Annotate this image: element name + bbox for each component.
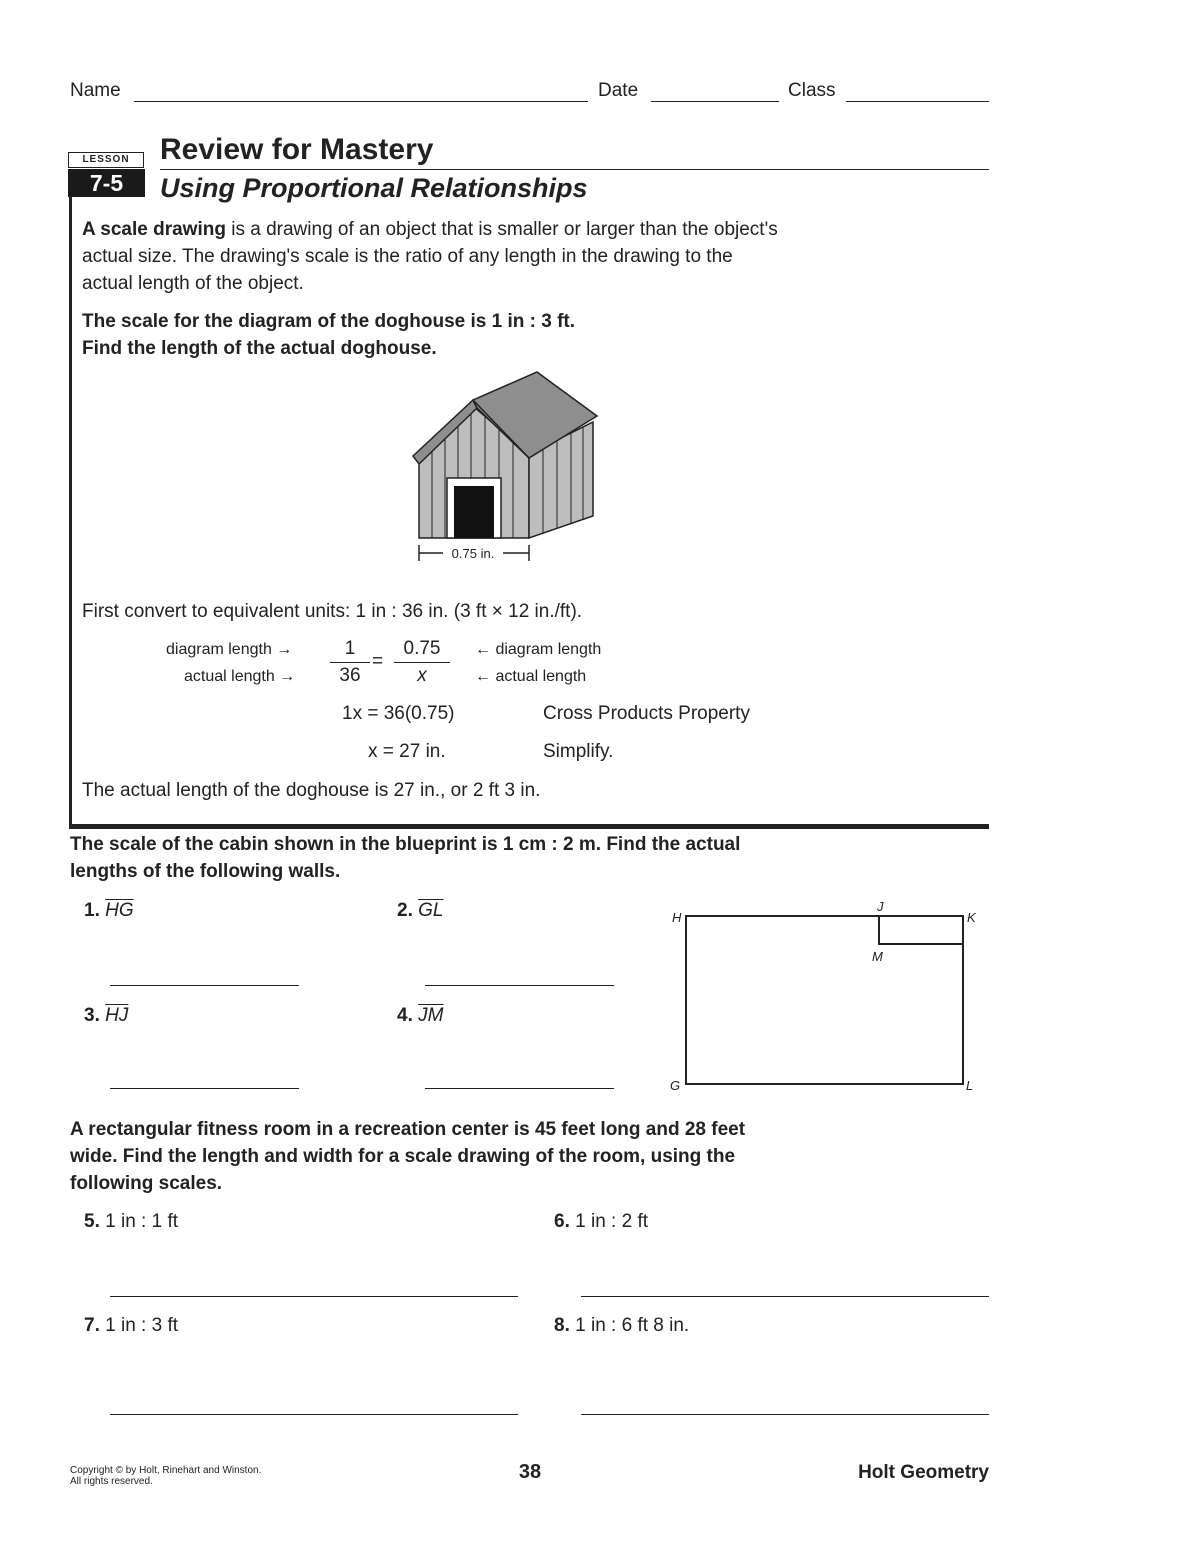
question-4-number: 4. <box>397 1005 413 1026</box>
vertex-h-label: H <box>672 910 682 925</box>
answer-line-5[interactable] <box>110 1296 518 1297</box>
vertex-j-label: J <box>877 899 884 914</box>
answer-line-1[interactable] <box>110 985 299 986</box>
answer-line-4[interactable] <box>425 1088 614 1089</box>
convert-line: First convert to equivalent units: 1 in : 36 in. (3 ft × 12 in./ft). <box>82 601 583 622</box>
question-2-number: 2. <box>397 900 413 921</box>
example-box-bottom-border <box>69 824 989 829</box>
copyright-line-2: All rights reserved. <box>70 1476 153 1487</box>
intro-line-2: actual size. The drawing's scale is the ratio of any length in the drawing to the <box>82 246 733 267</box>
vertex-k-label: K <box>967 910 976 925</box>
question-7-scale: 1 in : 3 ft <box>105 1315 179 1336</box>
vertex-m-label: M <box>872 949 883 964</box>
name-label: Name <box>70 80 121 101</box>
question-5 <box>84 1211 178 1233</box>
page-title: Review for Mastery <box>160 133 434 166</box>
part2-instructions-line-1: A rectangular fitness room in a recreation center is 45 feet long and 28 feet <box>70 1119 746 1140</box>
doghouse-diagram <box>405 368 605 568</box>
title-rule <box>160 169 989 170</box>
part2-instructions-line-2: wide. Find the length and width for a scale drawing of the room, using the <box>70 1146 736 1167</box>
vertex-l-label: L <box>966 1078 974 1093</box>
answer-line-6[interactable] <box>581 1296 989 1297</box>
step-2-equation: x = 27 in. <box>368 741 446 762</box>
lesson-badge <box>68 152 144 196</box>
name-field[interactable] <box>134 101 588 102</box>
question-7 <box>84 1315 178 1337</box>
question-5-number: 5. <box>84 1211 100 1232</box>
step-2-reason: Simplify. <box>543 741 614 762</box>
question-8-scale: 1 in : 6 ft 8 in. <box>575 1315 690 1336</box>
question-6-scale: 1 in : 2 ft <box>575 1211 649 1232</box>
intro-term: A scale drawing <box>82 219 226 240</box>
right-label-bottom: ← actual length <box>475 668 587 685</box>
cabin-blueprint <box>668 898 980 1098</box>
intro-line-3: actual length of the object. <box>82 273 304 294</box>
question-3-number: 3. <box>84 1005 100 1026</box>
fraction-2-bar <box>394 662 450 663</box>
fraction-1-bar <box>330 662 370 663</box>
question-6-number: 6. <box>554 1211 570 1232</box>
step-1-reason: Cross Products Property <box>543 703 750 724</box>
answer-line-3[interactable] <box>110 1088 299 1089</box>
fraction-2-numerator: 0.75 <box>403 638 441 659</box>
question-2 <box>397 900 444 922</box>
left-label-top: diagram length → <box>166 641 293 658</box>
question-8-number: 8. <box>554 1315 570 1336</box>
question-5-scale: 1 in : 1 ft <box>105 1211 179 1232</box>
copyright-line-1: Copyright © by Holt, Rinehart and Winston. <box>70 1465 262 1476</box>
question-1-number: 1. <box>84 900 100 921</box>
date-field[interactable] <box>651 101 779 102</box>
example-prompt-1: The scale for the diagram of the doghouse is 1 in : 3 ft. <box>82 311 576 332</box>
intro-line-1-rest: is a drawing of an object that is smaller or larger than the object's <box>225 219 778 240</box>
book-title: Holt Geometry <box>858 1462 989 1483</box>
dimension-label: 0.75 in. <box>451 546 495 561</box>
conclusion: The actual length of the doghouse is 27 in., or 2 ft 3 in. <box>82 780 541 801</box>
answer-line-8[interactable] <box>581 1414 989 1415</box>
page-number: 38 <box>518 1461 542 1483</box>
question-4-segment: $\overline{JM}$ <box>418 1005 444 1026</box>
question-7-number: 7. <box>84 1315 100 1336</box>
lesson-word: LESSON <box>68 152 144 168</box>
part1-instructions-line-2: lengths of the following walls. <box>70 861 341 882</box>
question-4 <box>397 1005 443 1027</box>
class-label: Class <box>788 80 836 101</box>
date-label: Date <box>598 80 639 101</box>
vertex-g-label: G <box>670 1078 681 1093</box>
fraction-1-numerator: 1 <box>344 638 356 659</box>
fraction-1-denominator: 36 <box>339 665 361 686</box>
class-field[interactable] <box>846 101 989 102</box>
lesson-number: 7-5 <box>68 169 145 197</box>
example-box-left-border <box>69 196 72 826</box>
part2-instructions-line-3: following scales. <box>70 1173 223 1194</box>
equals-sign: = <box>372 651 384 672</box>
question-3 <box>84 1005 128 1027</box>
question-8 <box>554 1315 689 1337</box>
answer-line-7[interactable] <box>110 1414 518 1415</box>
fraction-2-denominator: x <box>417 665 427 686</box>
page-subtitle: Using Proportional Relationships <box>160 173 588 203</box>
answer-line-2[interactable] <box>425 985 614 986</box>
intro-line-1 <box>82 216 778 243</box>
question-6 <box>554 1211 648 1233</box>
example-prompt-2: Find the length of the actual doghouse. <box>82 338 437 359</box>
part1-instructions-line-1: The scale of the cabin shown in the blueprint is 1 cm : 2 m. Find the actual <box>70 834 741 855</box>
question-2-segment: $\overline{GL}$ <box>418 900 444 921</box>
question-1-segment: $\overline{HG}$ <box>105 900 134 921</box>
question-1 <box>84 900 134 922</box>
right-label-top: ← diagram length <box>475 641 602 658</box>
question-3-segment: $\overline{HJ}$ <box>105 1005 129 1026</box>
step-1-equation: 1x = 36(0.75) <box>342 703 455 724</box>
left-label-bottom: actual length → <box>184 668 296 685</box>
